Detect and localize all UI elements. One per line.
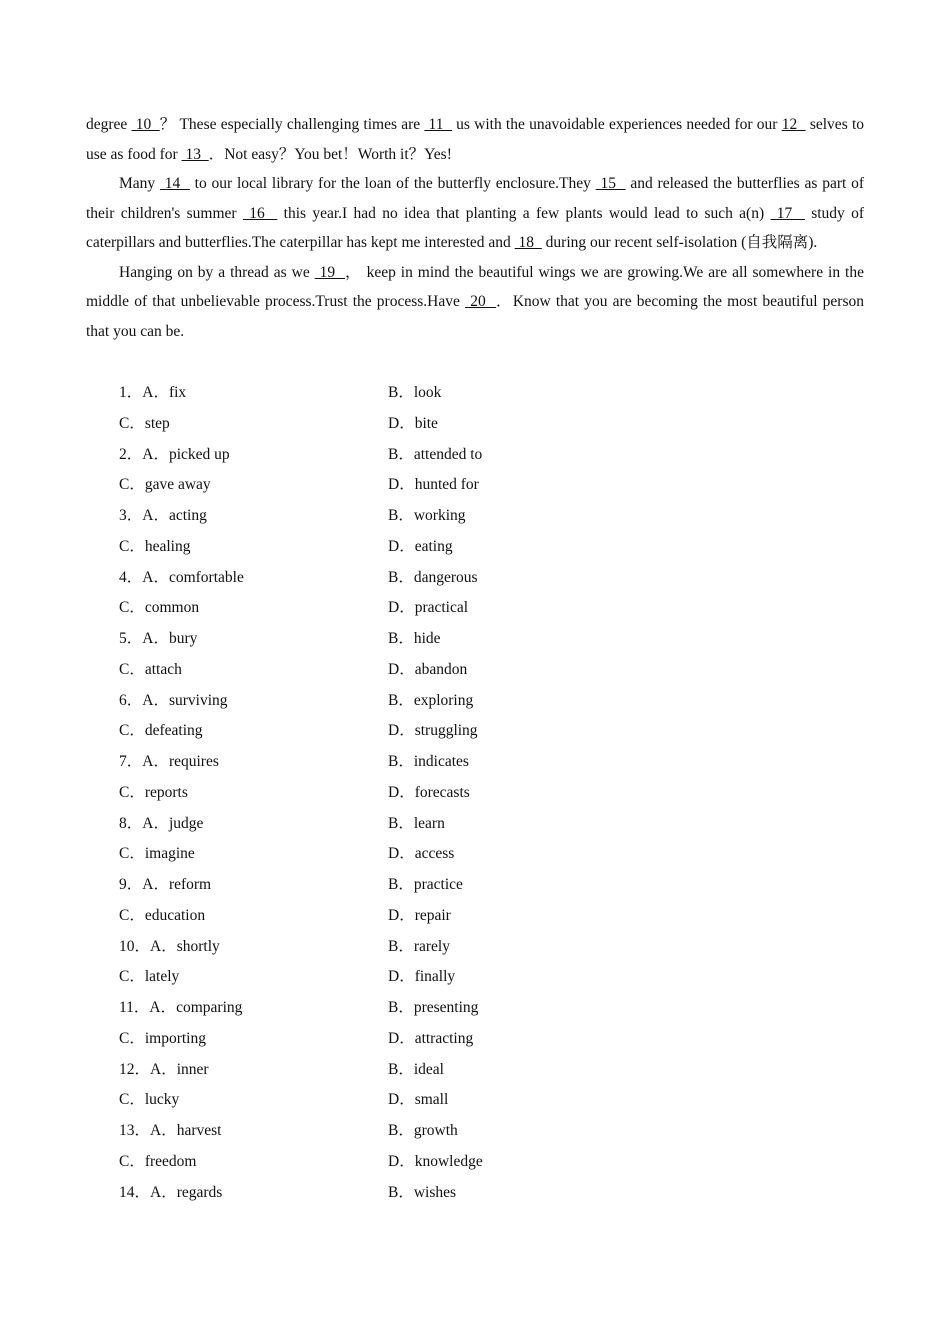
- choice-row: [86, 655, 864, 686]
- choice-option: B．practice: [388, 876, 463, 893]
- choice-option: D．finally: [388, 968, 456, 986]
- passage: [86, 110, 864, 346]
- choice-option: B．dangerous: [388, 568, 478, 586]
- choice-option: B．look: [388, 384, 442, 401]
- choice-option: D．access: [388, 845, 455, 863]
- choice-row: [86, 624, 864, 655]
- choice-option: C．attach: [119, 660, 182, 678]
- choice-option: B．hide: [388, 630, 441, 647]
- choice-option: B．indicates: [388, 753, 469, 770]
- choice-option: B．rarely: [388, 937, 450, 955]
- choice-row: [86, 1085, 864, 1116]
- choice-row: [86, 962, 864, 993]
- blank: 16: [242, 204, 278, 222]
- choice-option: 3．A．acting: [119, 507, 207, 524]
- choice-row: [86, 1116, 864, 1147]
- choice-option: 13．A．harvest: [119, 1122, 222, 1139]
- passage-text: ？ These especially challenging times are: [159, 116, 425, 133]
- choice-option: B．ideal: [388, 1060, 444, 1078]
- passage-text: study of caterpillars and butterflies.The caterpillar has kept me interested and: [86, 204, 864, 251]
- blank: 12: [781, 116, 806, 133]
- choice-row: [86, 470, 864, 501]
- choice-option: C．gave away: [119, 476, 211, 494]
- passage-text: Hanging on by a thread as we: [119, 263, 315, 281]
- choice-option: 1．A．fix: [119, 384, 187, 401]
- choice-option: 9．A．reform: [119, 876, 212, 893]
- passage-text: Many: [119, 175, 160, 192]
- choice-row: [86, 716, 864, 747]
- choice-row: [86, 809, 864, 840]
- choice-option: 10．A．shortly: [119, 937, 220, 955]
- choice-row: [86, 870, 864, 901]
- paragraph-2: [86, 169, 864, 258]
- choice-option: C．common: [119, 599, 200, 617]
- choice-option: 6．A．surviving: [119, 691, 228, 709]
- choice-row: [86, 409, 864, 440]
- passage-text: this year.I had no idea that planting a few plants would lead to such a(n): [277, 204, 771, 222]
- blank: 18: [514, 234, 542, 251]
- choice-option: C．importing: [119, 1029, 206, 1047]
- choice-option: 12．A．inner: [119, 1060, 209, 1078]
- choice-option: C．freedom: [119, 1152, 197, 1170]
- paragraph-3: [86, 258, 864, 347]
- choice-option: C．imagine: [119, 845, 195, 863]
- choice-option: D．forecasts: [388, 783, 470, 801]
- choice-option: C．healing: [119, 537, 191, 555]
- blank: 20: [465, 293, 497, 310]
- choice-row: [86, 1055, 864, 1086]
- choice-option: B．presenting: [388, 999, 479, 1016]
- blank: 15: [595, 175, 626, 192]
- choice-option: 8．A．judge: [119, 814, 204, 832]
- choice-option: D．repair: [388, 906, 451, 924]
- choice-option: D．knowledge: [388, 1152, 483, 1170]
- choice-option: B．attended to: [388, 445, 483, 463]
- choice-option: D．hunted for: [388, 476, 479, 494]
- choice-row: [86, 993, 864, 1024]
- passage-text: ．Know that you are becoming the most beautiful person that you can be.: [86, 293, 865, 340]
- choice-row: [86, 440, 864, 471]
- choice-row: [86, 901, 864, 932]
- passage-text: degree: [86, 116, 132, 133]
- choice-option: D．attracting: [388, 1029, 474, 1047]
- choice-option: B．exploring: [388, 691, 474, 709]
- choice-row: [86, 378, 864, 409]
- blank: 10: [131, 116, 160, 133]
- choice-option: 11．A．comparing: [119, 999, 243, 1016]
- choice-row: [86, 839, 864, 870]
- choice-row: [86, 532, 864, 563]
- blank: 17: [770, 204, 805, 222]
- choice-option: D．struggling: [388, 722, 478, 740]
- choice-list: [86, 378, 864, 1208]
- blank: 13: [181, 145, 209, 163]
- choice-option: D．bite: [388, 414, 438, 432]
- choice-option: B．working: [388, 507, 466, 524]
- blank: 11: [424, 116, 452, 133]
- choice-option: 14．A．regards: [119, 1183, 223, 1201]
- choice-option: D．small: [388, 1091, 449, 1109]
- choice-option: 7．A．requires: [119, 753, 219, 770]
- choice-option: C．step: [119, 414, 170, 432]
- choice-row: [86, 563, 864, 594]
- choice-option: B．growth: [388, 1122, 458, 1139]
- choice-option: C．lucky: [119, 1091, 180, 1109]
- passage-text: ．Not easy？You bet！Worth it？Yes!: [208, 145, 452, 163]
- choice-row: [86, 686, 864, 717]
- passage-text: selves to use as food for: [86, 116, 864, 163]
- choice-row: [86, 747, 864, 778]
- choice-row: [86, 501, 864, 532]
- passage-text: and released the butterflies as part of their children's summer: [86, 175, 865, 222]
- choice-option: 4．A．comfortable: [119, 568, 244, 586]
- passage-text: during our recent self-isolation (自我隔离).: [541, 234, 818, 251]
- passage-text: to our local library for the loan of the butterfly enclosure.They: [189, 175, 596, 192]
- blank: 14: [159, 175, 190, 192]
- passage-text: ， keep in mind the beautiful wings we are growing.We are all somewhere in the middle of that unbelievable process.Trust the process.Have: [86, 263, 864, 310]
- choice-row: [86, 1178, 864, 1209]
- choice-option: 5．A．bury: [119, 630, 198, 647]
- choice-option: C．education: [119, 906, 206, 924]
- choice-row: [86, 1024, 864, 1055]
- choice-option: D．abandon: [388, 660, 468, 678]
- paragraph-1: [86, 110, 864, 169]
- choice-option: C．defeating: [119, 722, 203, 740]
- choice-row: [86, 932, 864, 963]
- choice-option: C．lately: [119, 968, 180, 986]
- choice-option: B．wishes: [388, 1183, 457, 1201]
- choice-option: C．reports: [119, 783, 188, 801]
- choice-option: D．eating: [388, 537, 453, 555]
- choice-option: 2．A．picked up: [119, 445, 230, 463]
- choice-row: [86, 778, 864, 809]
- choice-row: [86, 1147, 864, 1178]
- blank: 19: [314, 263, 346, 281]
- passage-text: us with the unavoidable experiences needed for our: [451, 116, 782, 133]
- choice-option: B．learn: [388, 814, 445, 832]
- choice-option: D．practical: [388, 599, 469, 617]
- choice-row: [86, 593, 864, 624]
